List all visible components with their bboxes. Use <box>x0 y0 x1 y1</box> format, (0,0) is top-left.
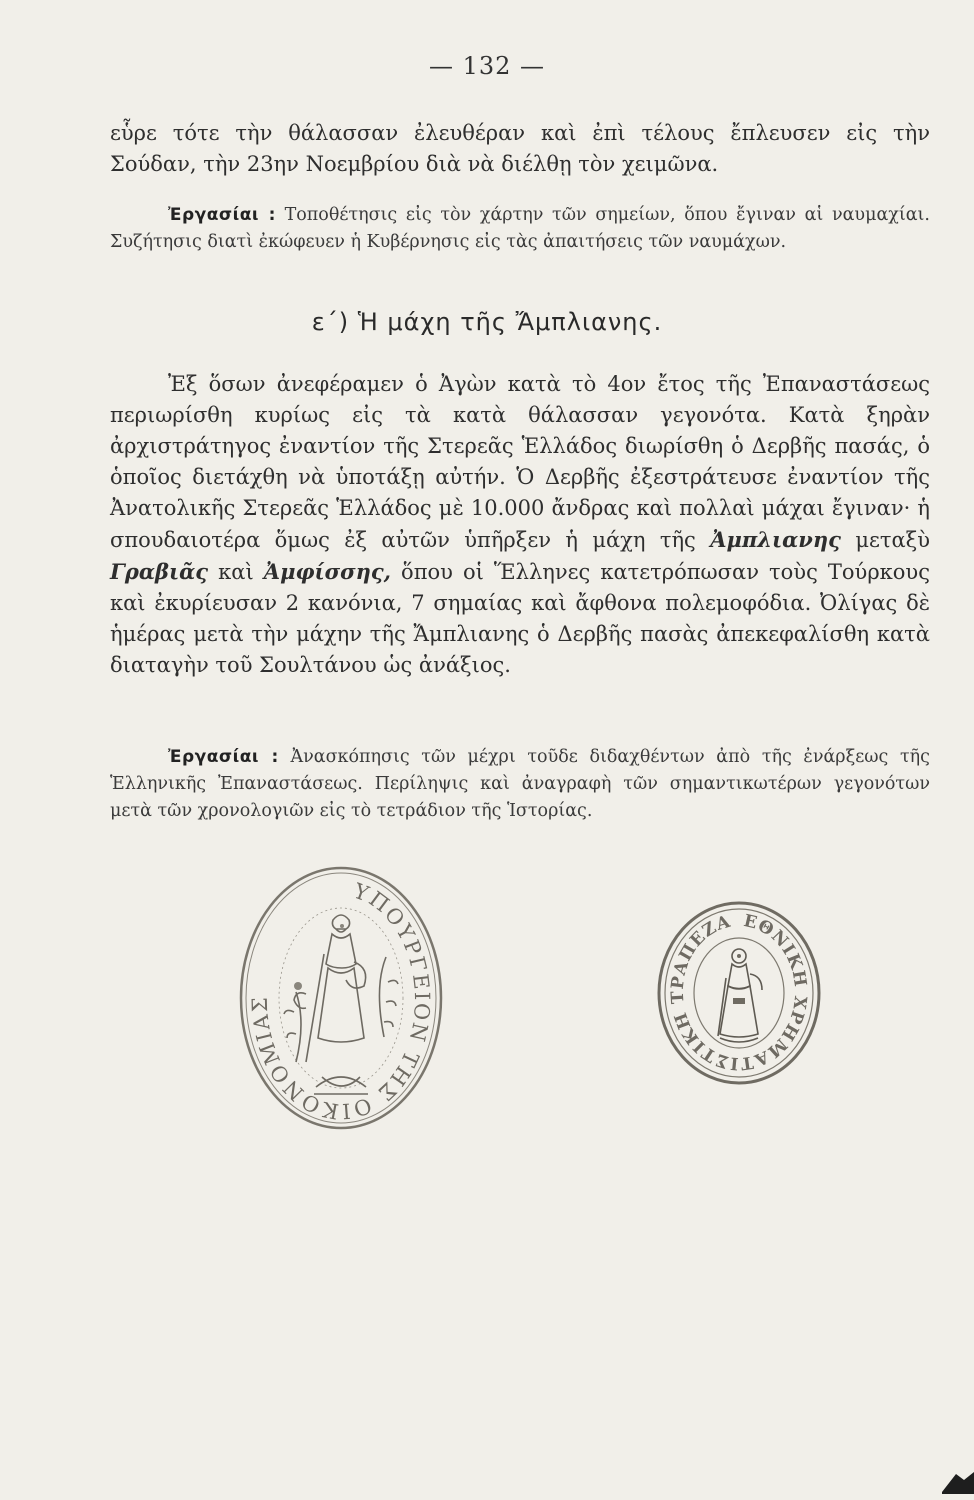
ministry-seal-icon <box>236 862 446 1134</box>
opening-paragraph: εὗρε τότε τὴν θάλασσαν ἐλευθέραν καὶ ἐπὶ τέλους ἔπλευσεν εἰς τὴν Σούδαν, τὴν 23ην Νοεμβρίου διὰ νὰ διέλθῃ τὸν χειμῶνα. <box>110 121 930 176</box>
svg-text:ΕΘΝΙΚΗ ΧΡΗΜΑΤΙΣΤΙΚΗ ΤΡΑΠΕΖΑ <box>668 911 810 1073</box>
exercise-label: Ἐργασίαι : <box>168 205 276 225</box>
place-gravia: Γραβιᾶς <box>110 559 209 584</box>
main-paragraph <box>110 369 930 681</box>
exercise-note-2 <box>110 744 930 825</box>
corner-ink-mark <box>934 1470 974 1494</box>
place-amplianis: Ἀμπλιανης <box>710 527 841 552</box>
word-between: μεταξὺ <box>855 528 930 552</box>
exercise-label: Ἐργασίαι : <box>168 747 279 767</box>
exercise-note-1-body: Τοποθέτησις εἰς τὸν χάρτην τῶν σημείων, ὅπου ἔγιναν αἱ ναυμαχίαι. Συζήτησις διατὶ ἐκώφευεν ἡ Κυβέρνησις εἰς τὰς ἀπαιτήσεις τῶν ναυμάχων. <box>110 205 930 252</box>
ministry-seal-inscription: ΥΠΟΥΡΓΕΙΟΝ ΤΗΣ ΟΙΚΟΝΟΜΙΑΣ <box>247 878 435 1124</box>
bank-seal-inscription: ΕΘΝΙΚΗ ΧΡΗΜΑΤΙΣΤΙΚΗ ΤΡΑΠΕΖΑ <box>667 911 811 1074</box>
ministry-of-economy-seal <box>236 862 446 1134</box>
opening-block <box>110 118 930 180</box>
bank-seal-icon <box>654 898 824 1088</box>
exercise-note-1-text <box>110 202 930 256</box>
main-block <box>110 369 930 681</box>
exercise-note-1 <box>110 202 930 256</box>
page-number: — 132 — <box>428 52 546 80</box>
exercise-note-2-text <box>110 744 930 825</box>
exercise-note-2-body: Ἀνασκόπησις τῶν μέχρι τοῦδε διδαχθέντων ἀπὸ τῆς ἐνάρξεως τῆς Ἑλληνικῆς Ἐπαναστάσεως. Περίληψις καὶ ἀναγραφὴ τῶν σημαντικωτέρων γεγονότων μετὰ τῶν χρονολογιῶν εἰς τὸ τετράδιον τῆς Ἱστορίας. <box>110 747 930 821</box>
national-bank-seal <box>654 898 824 1088</box>
main-paragraph-part1: Ἐξ ὅσων ἀνεφέραμεν ὁ Ἀγὼν κατὰ τὸ 4ον ἔτος τῆς Ἐπαναστάσεως περιωρίσθη κυρίως εἰς τὰ κατὰ θάλασσαν γεγονότα. Κατὰ ξηρὰν ἀρχιστράτηγος ἐναντίον τῆς Στερεᾶς Ἑλλάδος διωρίσθη ὁ Δερβῆς πασάς, ὁ ὁποῖος διετάχθη νὰ ὑποτάξῃ αὐτήν. Ὁ Δερβῆς ἐξεστράτευσε ἐναντίον τῆς Ἀνατολικῆς Στερεᾶς Ἑλλάδος μὲ 10.000 ἄνδρας καὶ πολλαὶ μάχαι ἔγιναν· ἡ σπουδαιοτέρα ὅμως ἐξ αὐτῶν ὑπῆρξεν ἡ μάχη τῆς <box>110 372 930 552</box>
place-amfissa: Ἀμφίσσης, <box>263 559 391 584</box>
section-heading: ε΄) Ἡ μάχη τῆς Ἄμπλιανης. <box>311 308 663 336</box>
word-and: καὶ <box>218 560 254 584</box>
main-paragraph-part2: ὅπου οἱ Ἕλληνες κατετρόπωσαν τοὺς Τούρκους καὶ ἐκυρίευσαν 2 κανόνια, 7 σημαίας καὶ ἄφθονα πολεμοφόδια. Ὀλίγας δὲ ἡμέρας μετὰ τὴν μάχην τῆς Ἄμπλιανης ὁ Δερβῆς πασὰς ἀπεκεφαλίσθη κατὰ διαταγὴν τοῦ Σουλτάνου ὡς ἀνάξιος. <box>110 560 930 677</box>
